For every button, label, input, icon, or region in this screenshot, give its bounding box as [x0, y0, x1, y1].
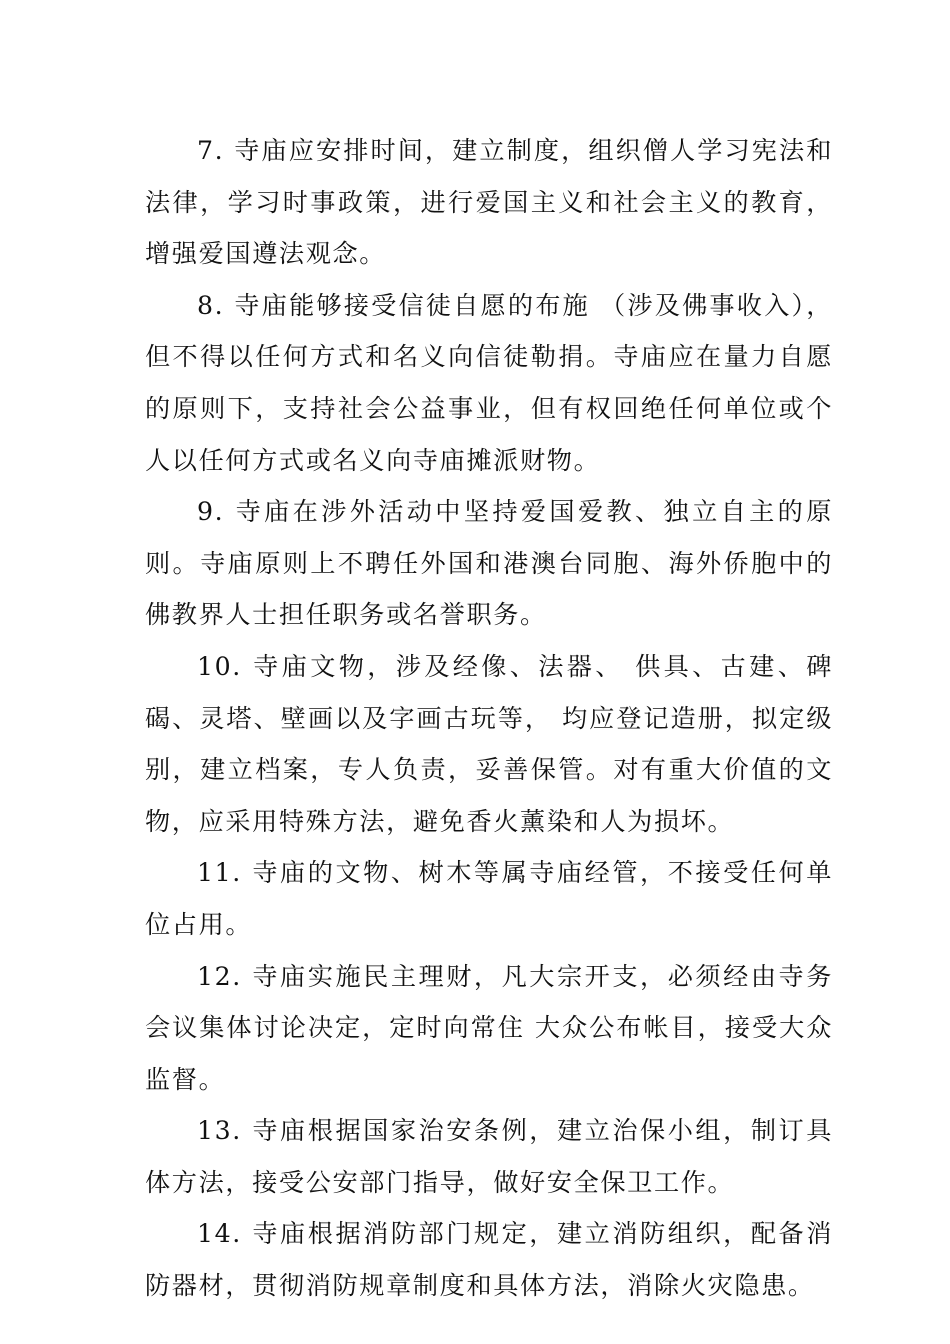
document-body	[145, 125, 833, 1312]
paragraph-item-11: 11. 寺庙的文物、树木等属寺庙经管，不接受任何单位占用。	[145, 858, 833, 939]
paragraph-item-14: 14. 寺庙根据消防部门规定，建立消防组织，配备消防器材，贯彻消防规章制度和具体方法，消除火灾隐患。	[145, 1219, 833, 1301]
paragraph-item-10: 10. 寺庙文物，涉及经像、法器、 供具、古建、碑碣、灵塔、壁画以及字画古玩等， 均应登记造册，拟定级别，建立档案，专人负责，妥善保管。对有重大价值的文物，应采用特殊方法，避免香火薰染和人为损坏。	[145, 651, 833, 836]
paragraph-item-13: 13. 寺庙根据国家治安条例，建立治保小组，制订具体方法，接受公安部门指导，做好安全保卫工作。	[145, 1116, 833, 1197]
paragraph-item-12: 12. 寺庙实施民主理财，凡大宗开支，必须经由寺务会议集体讨论决定，定时向常住 大众公布帐目，接受大众监督。	[145, 961, 833, 1094]
paragraph-item-7: 7. 寺庙应安排时间，建立制度，组织僧人学习宪法和法律，学习时事政策，进行爱国主义和社会主义的教育，增强爱国遵法观念。	[145, 136, 833, 269]
paragraph-item-8: 8. 寺庙能够接受信徒自愿的布施 （涉及佛事收入），但不得以任何方式和名义向信徒勒捐。寺庙应在量力自愿的原则下，支持社会公益事业，但有权回绝任何单位或个人以任何方式或名义向寺庙摊派财物。	[145, 290, 833, 475]
paragraph-item-9: 9. 寺庙在涉外活动中坚持爱国爱教、独立自主的原则。寺庙原则上不聘任外国和港澳台同胞、海外侨胞中的佛教界人士担任职务或名誉职务。	[145, 497, 833, 630]
